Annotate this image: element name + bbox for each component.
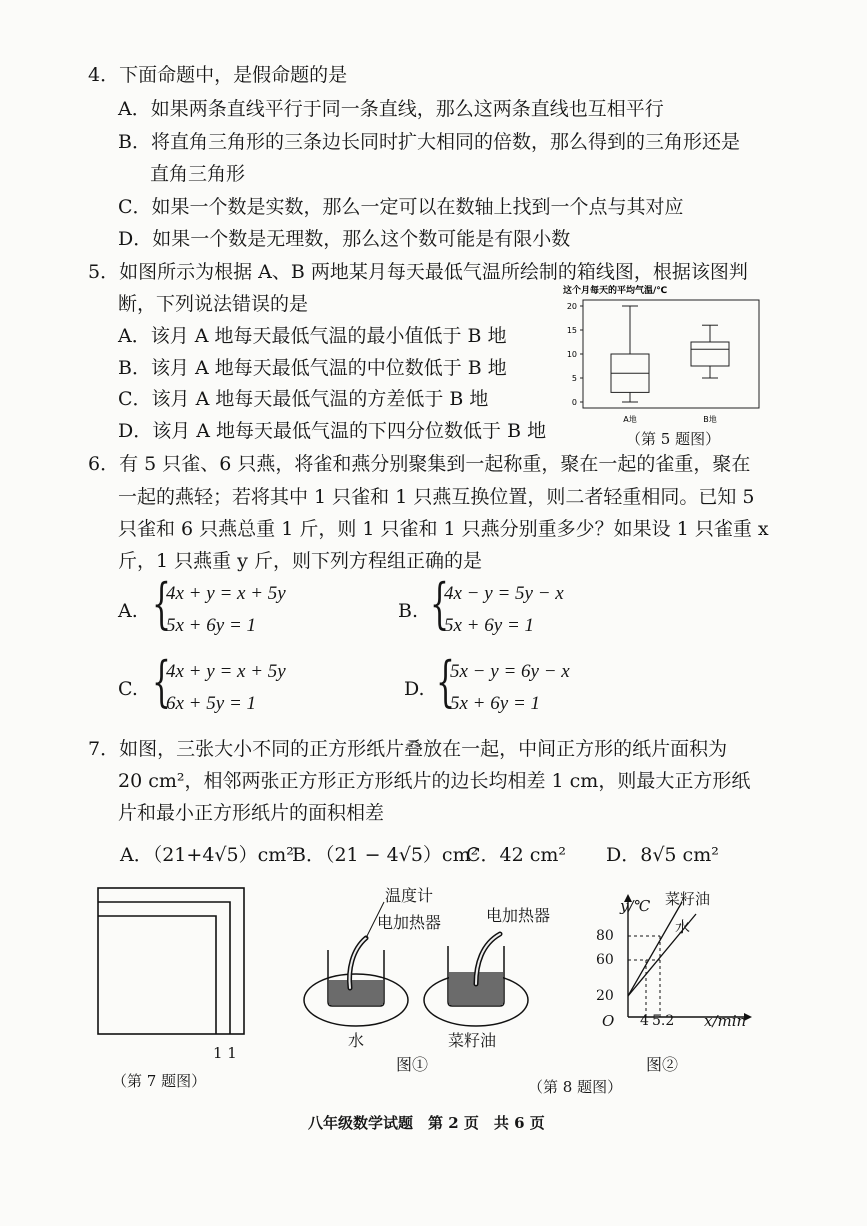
- q4-stem: 4．下面命题中，是假命题的是: [88, 64, 348, 86]
- graph-water-label: 水: [675, 918, 691, 936]
- q6-b-eq2: 5x + 6y = 1: [444, 615, 535, 636]
- q4-option-a: A．如果两条直线平行于同一条直线，那么这两条直线也互相平行: [118, 98, 664, 120]
- graph-x-label: x/min: [704, 1012, 747, 1030]
- q4-option-d: D．如果一个数是无理数，那么这个数可能是有限小数: [118, 228, 571, 250]
- y-tick-label: 0: [571, 398, 577, 407]
- q6-d-eq1: 5x − y = 6y − x: [450, 661, 570, 682]
- q6-line3: 只雀和 6 只燕总重 1 斤，则 1 只雀和 1 只燕分别重多少？如果设 1 只雀重 x: [118, 518, 769, 540]
- y-tick-label: 20: [566, 302, 577, 311]
- q6-d-eq2: 5x + 6y = 1: [450, 693, 541, 714]
- q8-water-label: 水: [348, 1031, 365, 1050]
- q6-b-eq1: 4x − y = 5y − x: [444, 583, 564, 604]
- q6-option-b-label: B.: [398, 600, 419, 622]
- q5-option-c: C．该月 A 地每天最低气温的方差低于 B 地: [118, 388, 489, 410]
- smallest-square-edge: [98, 916, 216, 1034]
- graph-x52: 5.2: [652, 1013, 675, 1029]
- q5-caption: （第 5 题图）: [626, 430, 721, 448]
- q7-option-d: D．8√5 cm²: [606, 844, 719, 866]
- q8-heater-label-1: 电加热器: [377, 913, 442, 932]
- q6-line1: 6．有 5 只雀、6 只燕，将雀和燕分别聚集到一起称重，聚在一起的雀重，聚在: [88, 453, 751, 475]
- q6-c-eq2: 6x + 5y = 1: [166, 693, 257, 714]
- q8-thermometer-label: 温度计: [385, 886, 434, 905]
- box-iqr: [691, 342, 729, 366]
- q6-line4: 斤，1 只燕重 y 斤，则下列方程组正确的是: [118, 550, 482, 572]
- water-liquid: [329, 980, 383, 1005]
- q5-boxplot-chart: [555, 282, 765, 432]
- q7-option-c: C．42 cm²: [466, 844, 567, 866]
- q8-fig1-caption: 图①: [396, 1055, 429, 1074]
- q6-a-eq2: 5x + 6y = 1: [166, 615, 257, 636]
- chart-title: 这个月每天的平均气温/℃: [563, 286, 668, 296]
- q4-option-c: C．如果一个数是实数，那么一定可以在数轴上找到一个点与其对应: [118, 196, 684, 218]
- chart-frame: [583, 300, 759, 408]
- graph-oil-label: 菜籽油: [665, 890, 711, 908]
- q5-option-d: D．该月 A 地每天最低气温的下四分位数低于 B 地: [118, 420, 547, 442]
- graph-y80: 80: [596, 928, 614, 944]
- q7-line3: 片和最小正方形纸片的面积相差: [118, 802, 385, 824]
- graph-origin: O: [602, 1012, 615, 1030]
- q7-line1: 7．如图，三张大小不同的正方形纸片叠放在一起，中间正方形的纸片面积为: [88, 738, 728, 760]
- y-tick-label: 10: [566, 350, 577, 359]
- x-category-label: A地: [623, 415, 637, 424]
- q6-line2: 一起的燕轻；若将其中 1 只雀和 1 只燕互换位置，则二者轻重相同。已知 5: [118, 486, 755, 508]
- graph-y-label: y/℃: [620, 897, 651, 915]
- brace-glyph: {: [152, 572, 171, 635]
- q8-fig2-caption: 图②: [646, 1055, 679, 1074]
- middle-square-edge: [98, 902, 230, 1034]
- q7-squares-figure: [94, 886, 250, 1046]
- q4-option-b-cont: 直角三角形: [150, 163, 246, 185]
- brace-glyph: {: [430, 572, 449, 635]
- q8-caption: （第 8 题图）: [528, 1078, 623, 1096]
- y-tick-label: 15: [566, 326, 577, 335]
- q6-c-eq1: 4x + y = x + 5y: [166, 661, 286, 682]
- q7-line2: 20 cm²，相邻两张正方形正方形纸片的边长均相差 1 cm，则最大正方形纸: [118, 770, 751, 792]
- q7-option-b: B．（21 − 4√5）cm²: [292, 844, 479, 866]
- q5-stem-cont: 断，下列说法错误的是: [118, 293, 309, 315]
- q6-option-d-label: D.: [404, 678, 425, 700]
- q7-fig-labels: 1 1: [213, 1044, 237, 1062]
- q8-heater-label-2: 电加热器: [486, 906, 551, 925]
- page-footer: 八年级数学试题 第 2 页 共 6 页: [308, 1114, 545, 1132]
- q7-caption: （第 7 题图）: [112, 1072, 207, 1090]
- q7-option-a: A．（21+4√5）cm²: [120, 844, 294, 866]
- q6-a-eq1: 4x + y = x + 5y: [166, 583, 286, 604]
- q6-option-a-label: A.: [118, 600, 138, 622]
- brace-glyph: {: [152, 650, 171, 713]
- graph-y20: 20: [596, 988, 614, 1004]
- q5-stem: 5．如图所示为根据 A、B 两地某月每天最低气温所绘制的箱线图，根据该图判: [88, 261, 748, 283]
- y-tick-label: 5: [571, 374, 577, 383]
- brace-glyph: {: [436, 650, 455, 713]
- q4-option-b: B．将直角三角形的三条边长同时扩大相同的倍数，那么得到的三角形还是: [118, 131, 740, 153]
- q5-option-a: A．该月 A 地每天最低气温的最小值低于 B 地: [118, 325, 507, 347]
- x-category-label: B地: [703, 415, 717, 424]
- q5-option-b: B．该月 A 地每天最低气温的中位数低于 B 地: [118, 357, 507, 379]
- graph-x4: 4: [640, 1013, 649, 1029]
- largest-square: [98, 888, 244, 1034]
- graph-y60: 60: [596, 952, 614, 968]
- q8-oil-label: 菜籽油: [448, 1031, 497, 1050]
- q6-option-c-label: C.: [118, 678, 138, 700]
